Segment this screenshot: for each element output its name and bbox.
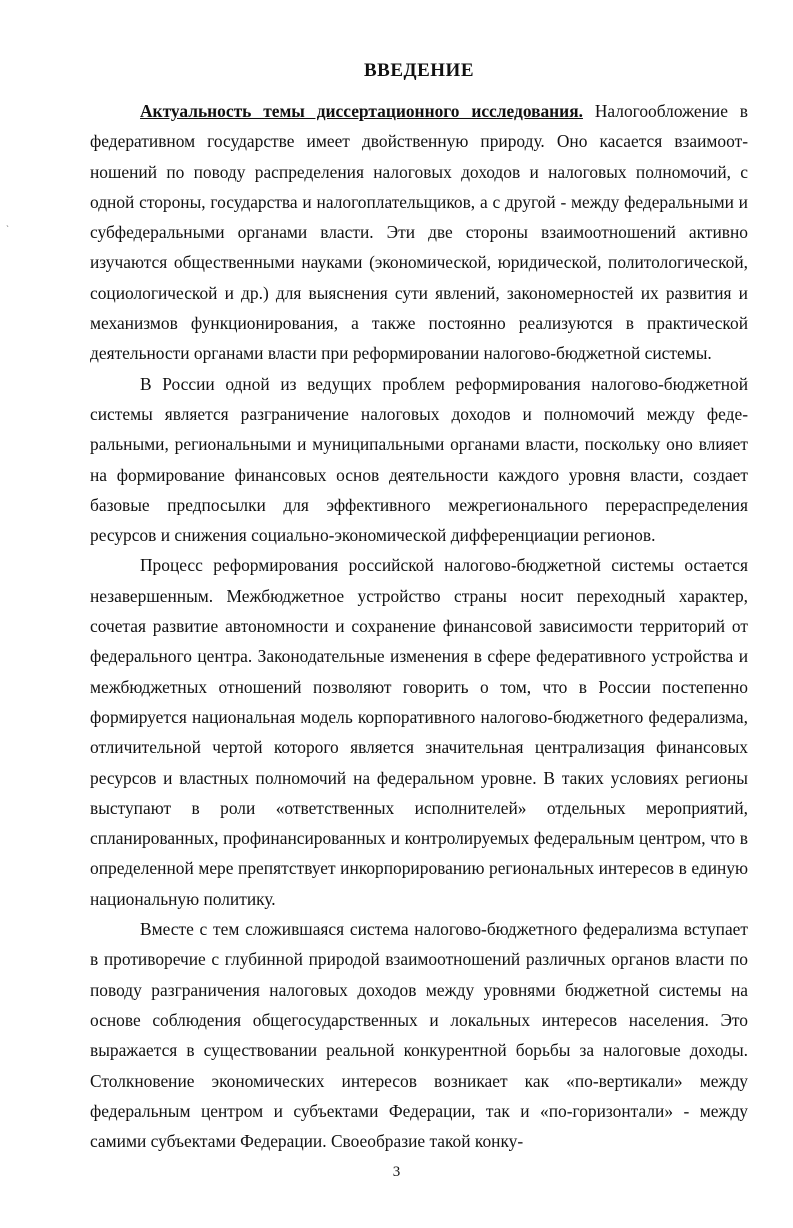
paragraph-contradiction: Вместе с тем сложившаяся система налогово-бюджетного федерализма вступает в противоречие с глубинной природой взаимоотношений различных органов власти по поводу разграничения налоговых доходов между уровнями бюджетной системы на основе соблюдения общегосударственных и локальных интересов населения. Это выражается в существовании реальной конкурентной борьбы за налоговые доходы. Столкновение экономических интересов возникает как «по-вертикали» между федеральным центром и субъектами Федерации, так и «по-горизонтали» - между самими субъектами Федерации. Своеобразие такой конку- xyxy=(90,919,748,1152)
relevance-heading: Актуальность темы диссертационного исследования. xyxy=(140,101,583,121)
page-number: 3 xyxy=(392,1164,401,1180)
paragraph-relevance-text: Налогообложение в федеративном государстве имеет двойственную природу. Оно касается взаимоотношений по поводу распределения налоговых доходов и налоговых полномочий, с одной стороны, государства и налогоплательщиков, а с другой - между федеральными и субфедеральными органами власти. Эти две стороны взаимоотношений активно изучаются общественными науками (экономической, юридической, политологической, социологической и др.) для выяснения сути явлений, закономерностей их развития и механизмов функционирования, а также постоянно реализуются в практической деятельности органами власти при реформировании налогово-бюджетной системы. xyxy=(90,101,748,364)
paragraph-reform-process: Процесс реформирования российской налогово-бюджетной системы остается незавершенным. Межбюджетное устройство страны носит переходный характер, сочетая развитие автономности и сохранение финансовой зависимости территорий от федерального центра. Законодательные изменения в сфере федеративного устройства и межбюджетных отношений позволяют говорить о том, что в России постепенно формируется национальная модель корпоративного налогово-бюджетного федерализма, отличительной чертой которого является значительная централизация финансовых ресурсов и властных полномочий на федеральном уровне. В таких условиях регионы выступают в роли «ответственных исполнителей» отдельных мероприятий, спланированных, профинансированных и контролируемых федеральным центром, что в определенной мере препятствует инкорпорированию региональных интересов в единую национальную политику. xyxy=(90,555,748,909)
document-page xyxy=(90,58,748,1156)
page-title: ВВЕДЕНИЕ xyxy=(364,60,474,81)
paragraph-relevance xyxy=(90,96,748,369)
scan-speck: ˋ xyxy=(6,224,9,234)
paragraph-russia-problem: В России одной из ведущих проблем реформирования налогово-бюджетной системы является разграничение налоговых доходов и полномочий между федеральными, региональными и муниципальными органами власти, поскольку оно влияет на формирование финансовых основ деятельности каждого уровня власти, создает базовые предпосылки для эффективного межрегионального перераспределения ресурсов и снижения социально-экономической дифференциации регионов. xyxy=(90,373,748,546)
